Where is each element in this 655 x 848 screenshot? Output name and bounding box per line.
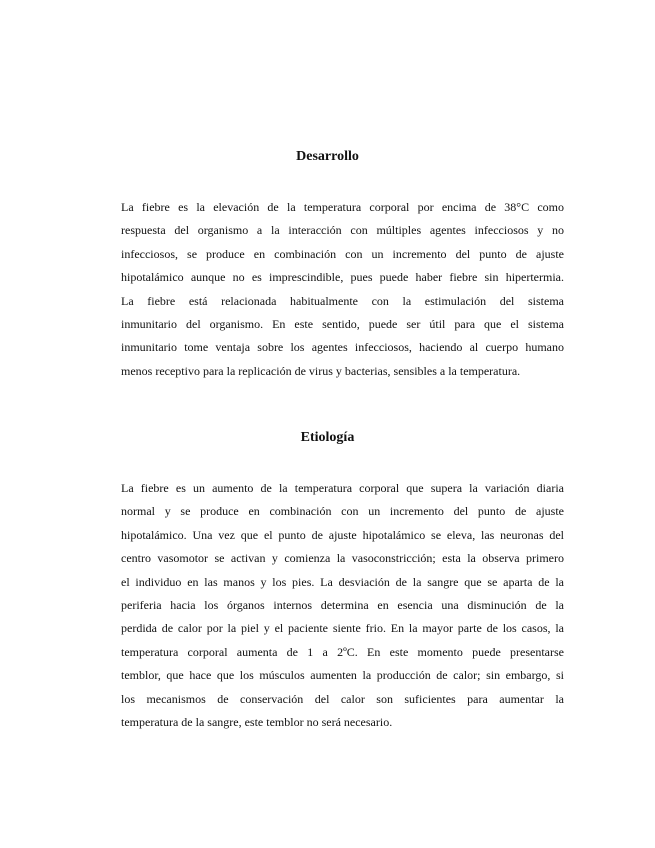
text-line: periferia hacia los órganos internos determina en esencia una disminución de la <box>121 597 564 612</box>
text-line: La fiebre es un aumento de la temperatura corporal que supera la variación diaria <box>121 481 564 495</box>
text-line: inmunitario tome ventaja sobre los agentes infecciosos, haciendo al cuerpo humano <box>121 340 564 355</box>
text-line: hipotalámico aunque no es imprescindible, pues puede haber fiebre sin hipertermia. <box>121 270 564 285</box>
text-line: el individuo en las manos y los pies. La desviación de la sangre que se aparta de la <box>121 574 564 589</box>
text-line: temperatura de la sangre, este temblor no será necesario. <box>121 714 393 729</box>
text-line: respuesta del organismo a la interacción con múltiples agentes infecciosos y no <box>121 223 564 238</box>
paragraph-desarrollo <box>121 196 564 383</box>
text-line: temperatura corporal aumenta de 1 a 2ºC. En este momento puede presentarse <box>121 644 564 659</box>
text-line: perdida de calor por la piel y el paciente siente frio. En la mayor parte de los casos, la <box>121 621 564 636</box>
section-title-desarrollo: Desarrollo <box>296 149 359 164</box>
text-line: los mecanismos de conservación del calor son suficientes para aumentar la <box>121 691 564 706</box>
text-line: La fiebre está relacionada habitualmente con la estimulación del sistema <box>121 293 564 308</box>
text-line: menos receptivo para la replicación de virus y bacterias, sensibles a la temperatura. <box>121 363 521 378</box>
text-line: inmunitario del organismo. En este sentido, puede ser útil para que el sistema <box>121 316 564 331</box>
text-line: La fiebre es la elevación de la temperatura corporal por encima de 38°C como <box>121 200 564 214</box>
text-line: infecciosos, se produce en combinación con un incremento del punto de ajuste <box>121 246 564 261</box>
text-line: normal y se produce en combinación con un incremento del punto de ajuste <box>121 504 564 519</box>
section-title-etiologia: Etiología <box>300 430 355 445</box>
text-line: hipotalámico. Una vez que el punto de ajuste hipotalámico se eleva, las neuronas del <box>121 527 564 542</box>
text-line: centro vasomotor se activan y comienza la vasoconstricción; esta la observa primero <box>121 551 564 566</box>
text-line: temblor, que hace que los músculos aumenten la producción de calor; sin embargo, si <box>121 668 564 683</box>
paragraph-etiologia <box>121 477 564 734</box>
